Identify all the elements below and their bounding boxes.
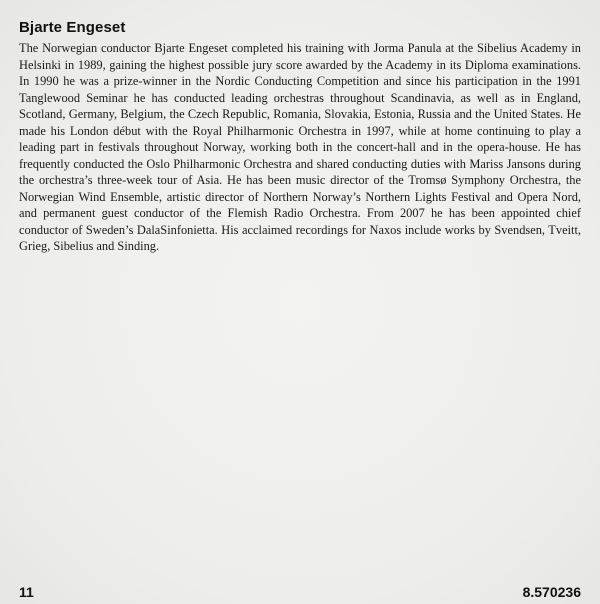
biography-heading: Bjarte Engeset <box>19 19 126 36</box>
catalog-number: 8.570236 <box>522 584 581 600</box>
biography-text: The Norwegian conductor Bjarte Engeset completed his training with Jorma Panula at the Sibelius Academy in Helsinki in 1989, gaining the highest possible jury score awarded by the Academy in its Diploma examinations. In 1990 he was a prize-winner in the Nordic Conducting Competition and since his participation in the 1991 Tanglewood Seminar he has conducted leading orchestras throughout Scandinavia, as well as in England, Scotland, Germany, Belgium, the Czech Republic, Romania, Slovakia, Estonia, Russia and the United States. He made his London début with the Royal Philharmonic Orchestra in 1997, while at home continuing to play a leading part in festivals throughout Norway, working both in the concert-hall and in the opera-house. He has frequently conducted the Oslo Philharmonic Orchestra and shared conducting duties with Mariss Jansons during the orchestra’s three-week tour of Asia. He has been music director of the Tromsø Symphony Orchestra, the Norwegian Wind Ensemble, artistic director of Northern Norway’s Northern Lights Festival and Opera Nord, and permanent guest conductor of the Flemish Radio Orchestra. From 2007 he has been appointed chief conductor of Sweden’s DalaSinfonietta. His acclaimed recordings for Naxos include works by Svendsen, Tveitt, Grieg, Sibelius and Sinding. <box>19 41 581 253</box>
page-number: 11 <box>19 584 34 600</box>
